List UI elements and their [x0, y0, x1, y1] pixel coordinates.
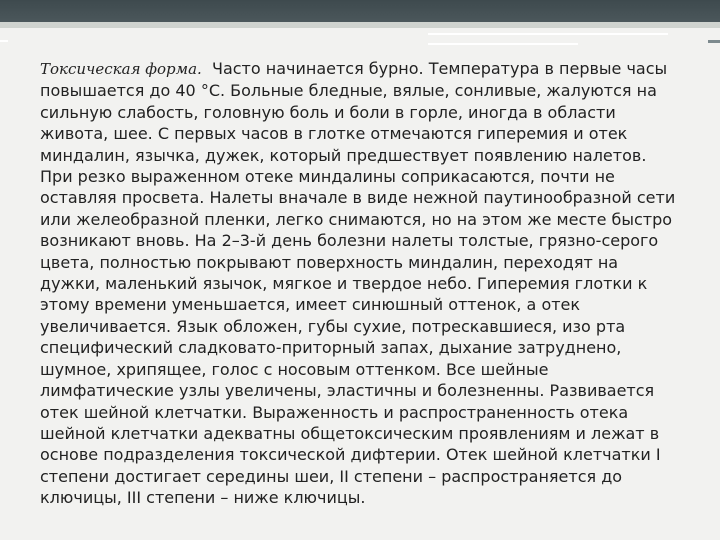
decor-line: [578, 33, 668, 35]
decor-line: [428, 43, 578, 45]
decor-line: [0, 40, 8, 42]
decor-line: [428, 33, 578, 35]
term-label: Токсическая форма.: [40, 60, 202, 78]
body-paragraph: Часто начинается бурно. Температура в первые часы повышается до 40 °С. Больные бледные, вялые, сонливые, жалуются на сильную слабость, головную боль и боли в горле, иногда в области живота, шее. С первых часов в глотке отмечаются гиперемия и отек миндалин, язычка, дужек, который предшествует появлению налетов. При резко выраженном отеке миндалины соприкасаются, почти не оставляя просвета. Налеты вначале в виде нежной паутинообразной сети или желеобразной пленки, легко снимаются, но на этом же месте быстро возникают вновь. На 2–3-й день болезни налеты толстые, грязно-серого цвета, полностью покрывают поверхность миндалин, переходят на дужки, маленький язычок, мягкое и твердое небо. Гиперемия глотки к этому времени уменьшается, имеет синюшный оттенок, а отек увеличивается. Язык обложен, губы сухие, потрескавшиеся, изо рта специфический сладковато-приторный запах, дыхание затруднено, шумное, хрипящее, голос с носовым оттенком. Все шейные лимфатические узлы увеличены, эластичны и болезненны. Развивается отек шейной клетчатки. Выраженность и распространенность отека шейной клетчатки адекватны общетоксическим проявлениям и лежат в основе подразделения токсической дифтерии. Отек шейной клетчатки I степени достигает середины шеи, II степени – распространяется до ключицы, III степени – ниже ключицы.: [40, 59, 676, 508]
header-dark-bar: [0, 0, 720, 22]
decor-line: [708, 40, 720, 43]
header-band: [0, 0, 720, 28]
header-accent-bar: [0, 22, 720, 28]
slide-body-text: [40, 58, 680, 509]
